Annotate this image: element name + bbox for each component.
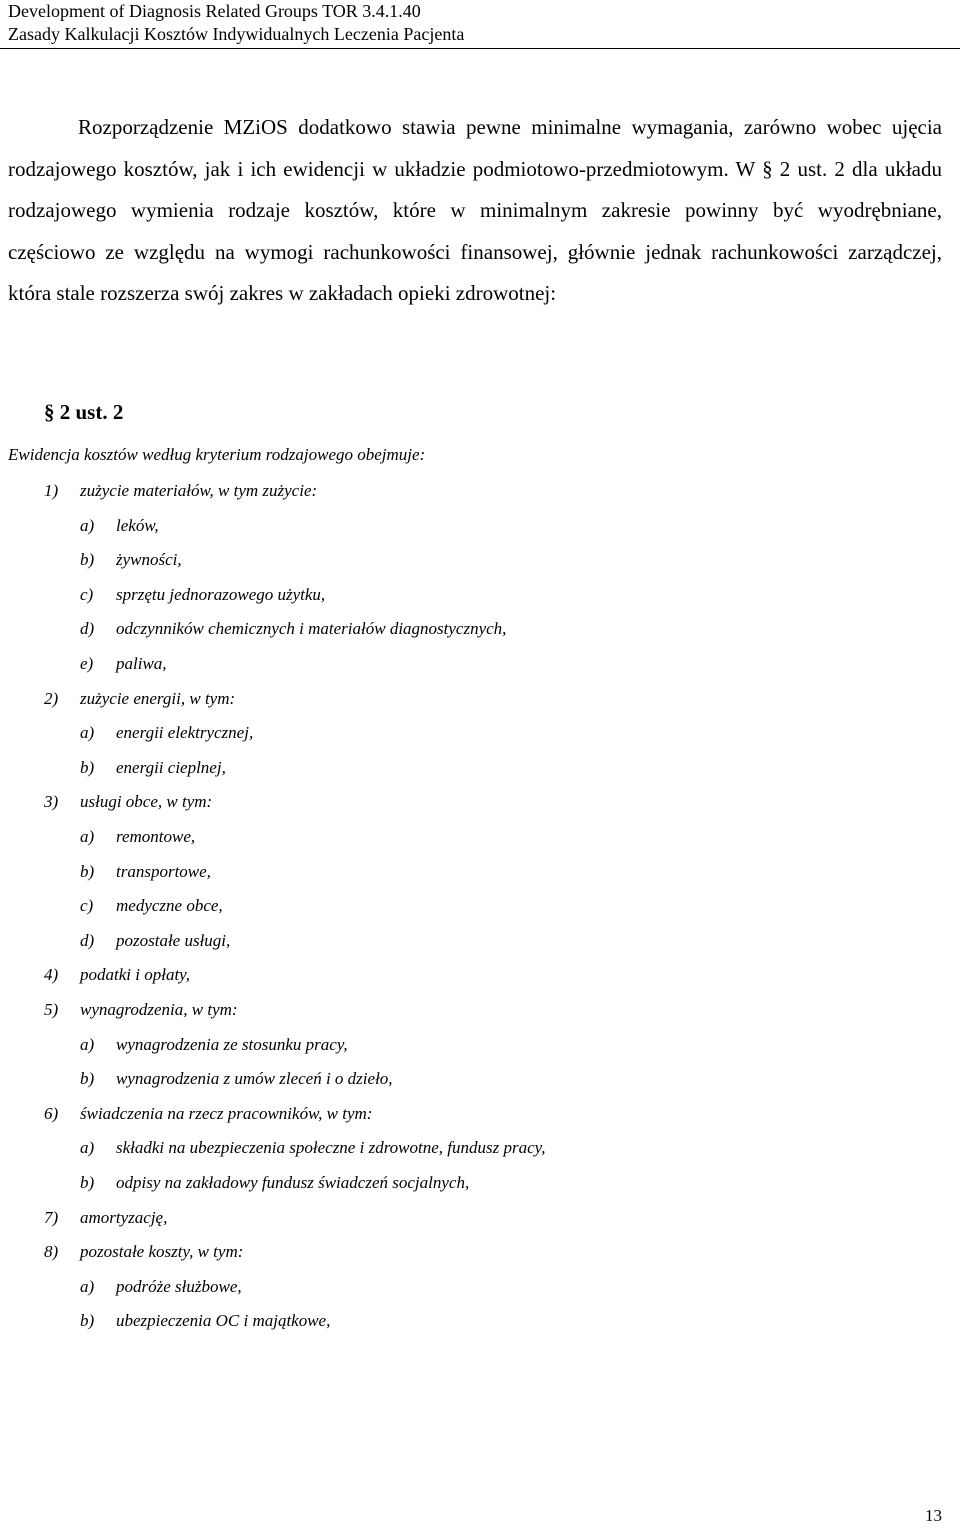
list-text: wynagrodzenia, w tym: — [80, 1000, 238, 1019]
list-marker: 2) — [44, 688, 59, 708]
page-number: 13 — [925, 1506, 942, 1525]
list-text: żywności, — [116, 550, 182, 570]
intro-paragraph — [8, 107, 942, 315]
list-marker: d) — [80, 619, 95, 639]
list-text: pozostałe koszty, w tym: — [80, 1242, 244, 1262]
list-text: wynagrodzenia ze stosunku pracy, — [116, 1034, 348, 1054]
list-marker: b) — [80, 757, 95, 777]
header-rule — [0, 48, 960, 49]
list-text: podróże służbowe, — [116, 1276, 242, 1296]
list-text: usługi obce, w tym: — [80, 792, 213, 812]
list-marker: 6) — [44, 1103, 59, 1123]
list-marker: a) — [80, 827, 95, 846]
list-text: medyczne obce, — [116, 896, 223, 916]
list-marker: a) — [80, 723, 95, 743]
list-text: odczynników chemicznych i materiałów diagnostycznych, — [116, 619, 507, 639]
list-text: zużycie energii, w tym: — [80, 688, 236, 708]
list-marker: 3) — [44, 792, 59, 812]
list-intro: Ewidencja kosztów według kryterium rodzajowego obejmuje: — [8, 445, 426, 464]
list-marker: 5) — [44, 1000, 59, 1019]
list-marker: a) — [80, 1138, 95, 1158]
list-marker: a) — [80, 1276, 95, 1296]
list-text: energii elektrycznej, — [116, 723, 254, 743]
running-header — [8, 0, 464, 46]
list-marker: e) — [80, 654, 94, 673]
list-marker: a) — [80, 1034, 95, 1054]
list-marker: 8) — [44, 1242, 59, 1262]
list-marker: 4) — [44, 965, 59, 985]
list-text: paliwa, — [116, 654, 167, 673]
list-marker: b) — [80, 861, 95, 881]
list-marker: b) — [80, 1173, 95, 1192]
list-marker: b) — [80, 550, 95, 570]
list-marker: b) — [80, 1069, 95, 1089]
list-text: transportowe, — [116, 861, 211, 881]
list-marker: d) — [80, 930, 95, 950]
list-text: świadczenia na rzecz pracowników, w tym: — [80, 1103, 373, 1123]
header-line-2: Zasady Kalkulacji Kosztów Indywidualnych Leczenia Pacjenta — [8, 24, 465, 44]
intro-paragraph-text: Rozporządzenie MZiOS dodatkowo stawia pewne minimalne wymagania, zarówno wobec ujęcia rodzajowego kosztów, jak i ich ewidencji w układzie podmiotowo-przedmiotowym. W § 2 ust. 2 dla układu rodzajowego wymienia rodzaje kosztów, które w minimalnym zakresie powinny być wyodrębniane, częściowo ze względu na wymogi rachunkowości finansowej, głównie jednak rachunkowości zarządczej, która stale rozszerza swój zakres w zakładach opieki zdrowotnej: — [8, 115, 942, 305]
list-text: odpisy na zakładowy fundusz świadczeń socjalnych, — [116, 1173, 470, 1192]
list-marker: c) — [80, 896, 94, 916]
section-heading: § 2 ust. 2 — [44, 400, 124, 424]
list-text: zużycie materiałów, w tym zużycie: — [80, 481, 318, 500]
header-line-1: Development of Diagnosis Related Groups TOR 3.4.1.40 — [8, 1, 421, 21]
list-text: energii cieplnej, — [116, 757, 226, 777]
list-text: wynagrodzenia z umów zleceń i o dzieło, — [116, 1069, 393, 1089]
list-marker: b) — [80, 1311, 95, 1331]
list-marker: a) — [80, 515, 95, 535]
list-text: ubezpieczenia OC i majątkowe, — [116, 1311, 331, 1331]
list-text: składki na ubezpieczenia społeczne i zdrowotne, fundusz pracy, — [116, 1138, 546, 1158]
list-text: amortyzację, — [80, 1207, 168, 1227]
list-text: sprzętu jednorazowego użytku, — [116, 584, 326, 604]
list-text: podatki i opłaty, — [80, 965, 191, 985]
list-text: pozostałe usługi, — [116, 930, 231, 950]
list-marker: 7) — [44, 1207, 59, 1227]
list-marker: c) — [80, 584, 94, 604]
list-marker: 1) — [44, 481, 59, 500]
list-text: remontowe, — [116, 827, 196, 846]
list-text: leków, — [116, 515, 159, 535]
